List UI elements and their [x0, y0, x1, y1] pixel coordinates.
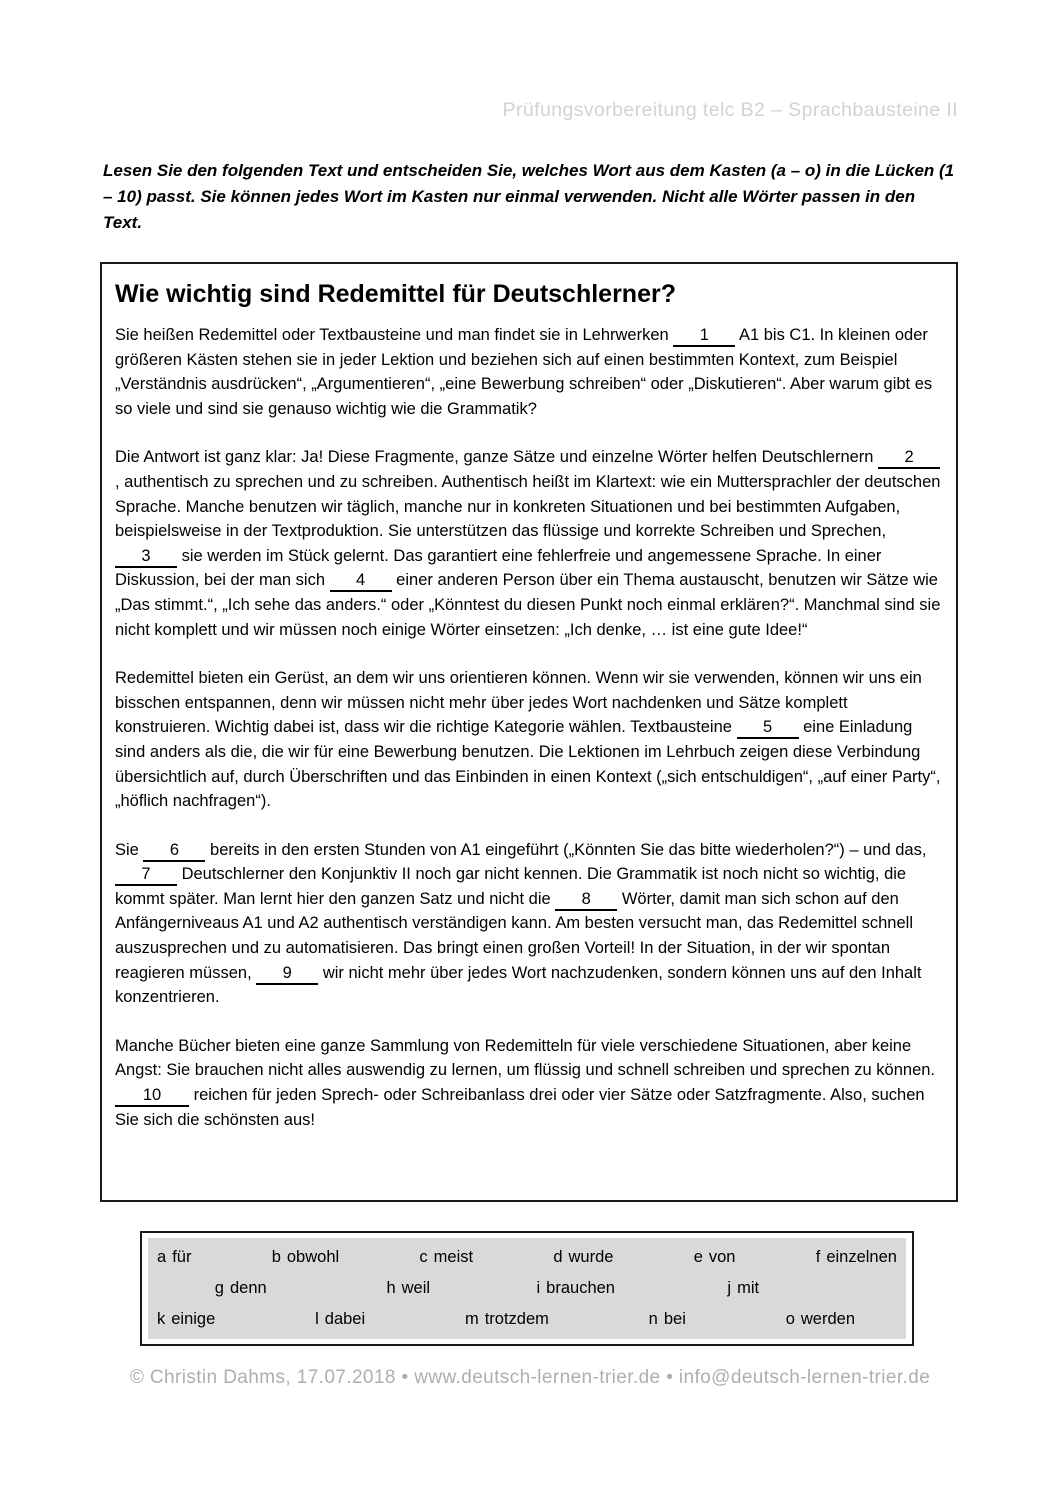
page-header	[100, 99, 958, 122]
word-option-word: trotzdem	[484, 1310, 549, 1328]
word-option-word: wurde	[568, 1248, 614, 1266]
article-body	[115, 323, 943, 1132]
gap-blank-6: 6	[143, 842, 205, 862]
word-option-word: weil	[401, 1279, 431, 1297]
word-option-word: einige	[171, 1310, 216, 1328]
word-option-letter: l	[315, 1310, 319, 1328]
word-bank-table	[148, 1238, 906, 1339]
article-box	[100, 262, 958, 1202]
word-option-letter: j	[727, 1279, 732, 1297]
word-option-m	[465, 1310, 549, 1329]
word-option-b	[272, 1248, 339, 1267]
article-paragraph	[115, 323, 943, 421]
word-option-letter: k	[157, 1310, 166, 1328]
paragraph-text: A1 bis C1. In kleinen oder größeren Kästen stehen sie in jeder Lektion und beziehen sich auf einen bestimmten Kontext, zum Beispiel „Verständnis ausdrücken“, „Argumentieren“, „eine Bewerbung schreiben“ oder „Diskutieren“. Aber warum gibt es so viele und sind sie genauso wichtig wie die Grammatik?	[115, 326, 933, 418]
article-paragraph	[115, 838, 943, 1010]
gap-blank-1: 1	[673, 327, 735, 347]
word-option-a	[157, 1248, 191, 1267]
word-option-letter: i	[536, 1279, 541, 1297]
paragraph-text: Redemittel bieten ein Gerüst, an dem wir uns orientieren können. Wenn wir sie verwenden, können wir uns ein bisschen entspannen, denn wir müssen nicht mehr über jedes Wort nachdenken und Sätze komplett konstruieren. Wichtig dabei ist, dass wir die richtige Kategorie wählen. Textbausteine	[115, 669, 922, 737]
article-title: Wie wichtig sind Redemittel für Deutschlerner?	[115, 280, 676, 308]
word-option-g	[157, 1279, 325, 1298]
word-option-word: bei	[663, 1310, 686, 1328]
word-option-letter: c	[419, 1248, 428, 1266]
paragraph-text: Sie	[115, 840, 144, 859]
word-bank-row	[157, 1304, 897, 1335]
word-bank	[140, 1231, 914, 1346]
paragraph-text: Wörter, damit man sich schon auf den Anfängerniveaus A1 und A2 authentisch verständigen kann. Am besten versucht man, das Redemittel schnell auszusprechen und zu automatisieren. Das bringt einen großen Vorteil! In der Situation, in der wir spontan reagieren müssen,	[115, 889, 913, 982]
paragraph-text: Sie heißen Redemittel oder Textbausteine und man findet sie in Lehrwerken	[115, 326, 674, 344]
word-option-word: einzelnen	[826, 1248, 897, 1266]
gap-blank-5: 5	[737, 719, 799, 739]
word-option-letter: g	[214, 1279, 224, 1297]
paragraph-text: eine Einladung sind anders als die, die wir für eine Bewerbung benutzen. Die Lektionen im Lehrbuch zeigen diese Verbindung übersichtlich auf, durch Überschriften und das Einbinden in einen Kontext („sich entschuldigen“, „auf einer Party“, „höflich nachfragen“).	[115, 718, 941, 811]
word-option-o	[786, 1310, 855, 1329]
word-option-word: denn	[229, 1279, 267, 1297]
word-option-c	[419, 1248, 473, 1267]
word-option-l	[315, 1310, 365, 1329]
word-option-word: brauchen	[546, 1279, 615, 1297]
paragraph-text: , authentisch zu sprechen und zu schreiben. Authentisch heißt im Klartext: wie ein Muttersprachler der deutschen Sprache. Manche benutzen wir täglich, manche nur in konkreten Situationen und bei bestimmten Aufgaben, beispielsweise in der Textproduktion. Sie unterstützen das flüssige und korrekte Schreiben und Sprechen,	[115, 472, 941, 541]
word-bank-row	[157, 1242, 897, 1273]
word-option-i	[492, 1279, 660, 1298]
word-option-word: werden	[800, 1310, 855, 1328]
gap-blank-3: 3	[115, 548, 177, 568]
word-option-letter: b	[271, 1248, 281, 1266]
task-instructions: Lesen Sie den folgenden Text und entscheiden Sie, welches Wort aus dem Kasten (a – o) in die Lücken (1 – 10) passt. Sie können jedes Wort im Kasten nur einmal verwenden. Nicht alle Wörter passen in den Text.	[103, 161, 955, 232]
word-option-letter: f	[815, 1248, 821, 1266]
page-footer	[0, 1367, 1060, 1389]
gap-blank-10: 10	[115, 1087, 189, 1107]
gap-blank-2: 2	[878, 449, 940, 469]
word-option-j	[660, 1279, 828, 1298]
word-option-word: obwohl	[286, 1248, 340, 1266]
word-option-h	[325, 1279, 493, 1298]
footer-text: © Christin Dahms, 17.07.2018 • www.deutsch-lernen-trier.de • info@deutsch-lernen-trier.de	[129, 1367, 931, 1388]
word-option-d	[553, 1248, 613, 1267]
word-option-word: dabei	[324, 1310, 366, 1328]
paragraph-text: Manche Bücher bieten eine ganze Sammlung von Redemitteln für viele verschiedene Situationen, aber keine Angst: Sie brauchen nicht alles auswendig zu lernen, um flüssig und schnell schreiben und sprechen zu können.	[115, 1036, 936, 1080]
word-bank-row	[157, 1273, 897, 1304]
gap-blank-8: 8	[555, 891, 617, 911]
paragraph-text: reichen für jeden Sprech- oder Schreibanlass drei oder vier Sätze oder Satzfragmente. Also, suchen Sie sich die schönsten aus!	[115, 1086, 925, 1129]
word-option-word: für	[172, 1248, 192, 1266]
word-option-letter: d	[553, 1248, 563, 1266]
word-option-letter: m	[464, 1310, 479, 1328]
word-option-f	[816, 1248, 897, 1267]
paragraph-text: wir nicht mehr über jedes Wort nachzudenken, sondern können uns auf den Inhalt konzentrieren.	[115, 963, 922, 1007]
word-option-letter: h	[386, 1279, 396, 1297]
word-option-word: von	[708, 1248, 736, 1266]
word-option-word: meist	[433, 1248, 474, 1266]
gap-blank-9: 9	[256, 965, 318, 985]
word-option-word: mit	[737, 1279, 760, 1297]
word-option-e	[694, 1248, 736, 1267]
word-option-n	[649, 1310, 686, 1329]
word-option-letter: a	[157, 1248, 167, 1266]
word-option-letter: o	[785, 1310, 795, 1328]
word-option-letter: n	[648, 1310, 658, 1328]
word-option-letter: e	[693, 1248, 703, 1266]
paragraph-text: Die Antwort ist ganz klar: Ja! Diese Fragmente, ganze Sätze und einzelne Wörter helfen Deutschlernern	[115, 448, 879, 467]
gap-blank-7: 7	[115, 866, 177, 886]
header-title: Prüfungsvorbereitung telc B2 – Sprachbausteine II	[502, 99, 958, 121]
word-option-k	[157, 1310, 215, 1329]
paragraph-text: sie werden im Stück gelernt. Das garantiert eine fehlerfreie und angemessene Sprache. In einer Diskussion, bei der man sich	[115, 546, 882, 590]
article-paragraph	[115, 1034, 943, 1132]
paragraph-text: Deutschlerner den Konjunktiv II noch gar nicht kennen. Die Grammatik ist noch nicht so wichtig, die kommt später. Man lernt hier den ganzen Satz und nicht die	[115, 865, 907, 908]
article-paragraph	[115, 445, 943, 642]
article-paragraph	[115, 666, 943, 814]
paragraph-text: einer anderen Person über ein Thema austauscht, benutzen wir Sätze wie „Das stimmt.“, „Ich sehe das anders.“ oder „Könntest du diesen Punkt noch einmal erklären?“. Manchmal sind sie nicht komplett und wir müssen noch einige Wörter einsetzen: „Ich denke, … ist eine gute Idee!“	[115, 571, 941, 639]
gap-blank-4: 4	[330, 572, 392, 592]
paragraph-text: bereits in den ersten Stunden von A1 eingeführt („Könnten Sie das bitte wiederholen?“) – und das,	[205, 840, 927, 859]
